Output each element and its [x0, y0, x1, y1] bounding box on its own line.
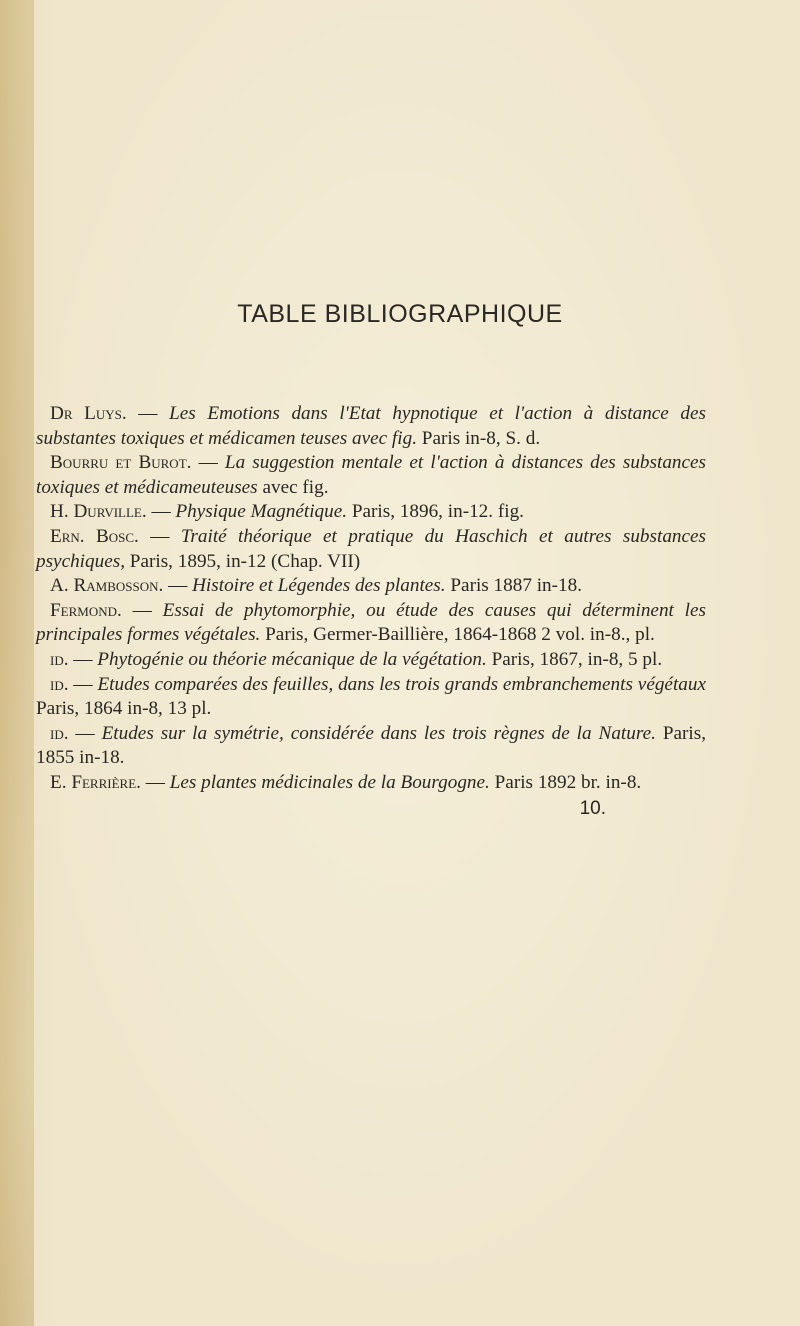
bibliography-entry	[36, 599, 706, 648]
entry-work-title: Etudes comparées des feuilles, dans les trois grands embranchements végétaux	[97, 673, 706, 695]
bibliography-entry	[36, 402, 706, 451]
entry-details: Paris, 1867, in-8, 5 pl.	[491, 648, 663, 670]
bibliography-entry	[36, 771, 706, 796]
entry-author: H. Durville. —	[50, 501, 171, 523]
entry-work-title: Essai de phytomorphie, ou étude des causes qui déterminent les principales formes végétales.	[36, 599, 706, 646]
entry-work-title: Etudes sur la symétrie, considérée dans les trois règnes de la Nature.	[101, 722, 656, 744]
bibliography-list	[36, 402, 706, 820]
bibliography-entry	[36, 451, 706, 500]
bibliography-entry	[36, 648, 706, 673]
entry-work-title: Histoire et Légendes des plantes.	[192, 575, 446, 597]
bibliography-entry	[36, 722, 706, 771]
entry-work-title: Les Emotions dans l'Etat hypnotique et l'action à distance des substantes toxiques et médicamen teuses avec fig.	[36, 403, 707, 449]
entry-details: Paris, 1864 in-8, 13 pl.	[36, 698, 212, 720]
bibliography-entry	[36, 673, 706, 722]
bibliography-entry	[36, 574, 706, 599]
entry-author: Ern. Bosc. —	[50, 525, 170, 547]
entry-work-title: Phytogénie ou théorie mécanique de la végétation.	[97, 648, 487, 670]
entry-work-title: Physique Magnétique.	[175, 501, 348, 523]
entry-details: Paris, Germer-Baillière, 1864-1868 2 vol. in-8., pl.	[265, 624, 655, 646]
entry-author: Fermond. —	[50, 599, 152, 621]
entry-author: Bourru et Burot. —	[50, 452, 218, 474]
entry-details: Paris, 1895, in-12 (Chap. VII)	[129, 550, 361, 572]
page-number: 10.	[579, 797, 606, 819]
bibliography-entry	[36, 525, 706, 574]
entry-author: id. —	[50, 673, 93, 695]
entry-author: id. —	[50, 722, 95, 744]
bibliography-entry	[36, 500, 706, 525]
entry-work-title: Traité théorique et pratique du Haschich et autres substances psychiques,	[36, 525, 707, 572]
entry-details: Paris, 1855 in-18.	[36, 722, 707, 769]
entry-author: id. —	[50, 648, 93, 670]
entry-author: A. Rambosson. —	[50, 575, 188, 597]
entry-details: avec fig.	[262, 476, 329, 498]
entry-work-title: La suggestion mentale et l'action à distances des substances toxiques et médicameuteuses	[36, 452, 707, 498]
entry-details: Paris in-8, S. d.	[421, 427, 541, 449]
entry-details: Paris, 1896, in-12. fig.	[351, 501, 524, 523]
entry-details: Paris 1892 br. in-8.	[494, 771, 642, 793]
entry-author: Dr Luys. —	[50, 403, 158, 424]
page-edge-stain	[0, 0, 34, 1326]
entry-work-title: Les plantes médicinales de la Bourgogne.	[169, 771, 490, 793]
page-title: TABLE BIBLIOGRAPHIQUE	[237, 300, 563, 328]
entry-author: E. Ferrière. —	[50, 771, 165, 793]
entry-details: Paris 1887 in-18.	[450, 575, 583, 597]
